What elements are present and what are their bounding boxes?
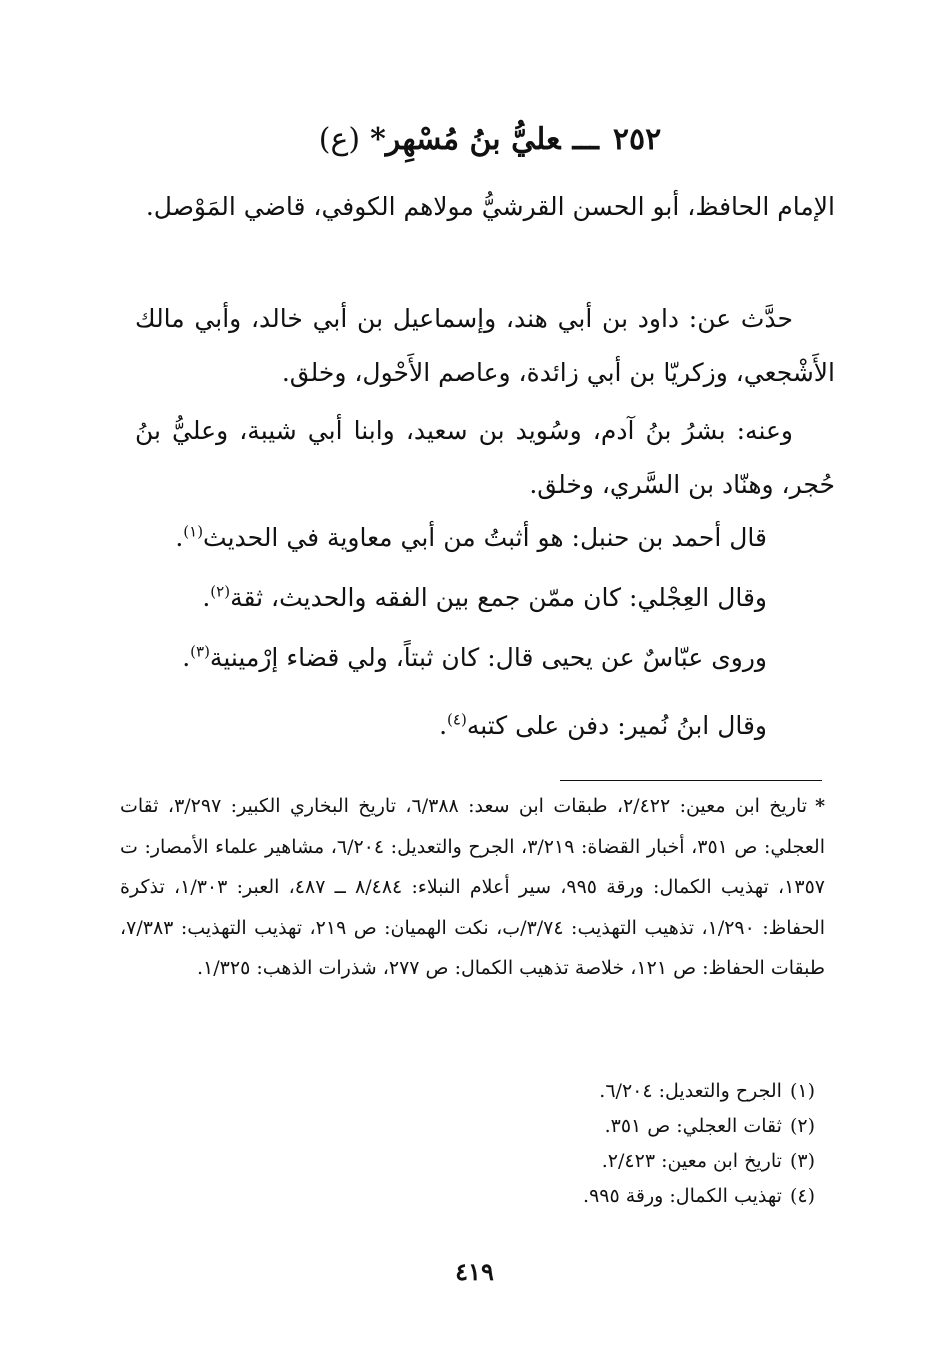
entry-dash: ـــ bbox=[572, 122, 599, 157]
footnote-number: (٤) bbox=[789, 1185, 815, 1207]
students-paragraph: وعنه: بشرُ بنُ آدم، وسُويد بن سعيد، وابنا أبي شيبة، وعليُّ بنُ حُجر، وهنّاد بن السَّري، وخلق. bbox=[135, 416, 835, 499]
quote-text: وروى عبّاسٌ عن يحيى قال: كان ثبتاً، ولي قضاء إرْمينية bbox=[209, 643, 767, 672]
footnote-ref: (٣) bbox=[190, 642, 210, 661]
quote-ahmad bbox=[135, 516, 767, 560]
quote-end: . bbox=[439, 711, 448, 740]
footnote-text: ثقات العجلي: ص ٣٥١. bbox=[604, 1115, 782, 1137]
quote-text: قال أحمد بن حنبل: هو أثبتُ من أبي معاوية في الحديث bbox=[203, 523, 767, 552]
footnote-text: الجرح والتعديل: ٦/٢٠٤. bbox=[599, 1080, 782, 1102]
page-number: ٤١٩ bbox=[455, 1257, 494, 1286]
quote-ibn-numayr bbox=[135, 704, 767, 748]
entry-number: ٢٥٢ bbox=[612, 122, 662, 157]
sources-text: تاريخ ابن معين: ٢/٤٢٢، طبقات ابن سعد: ٦/٣٨٨، تاريخ البخاري الكبير: ٣/٢٩٧، ثقات العجلي: ص ٣٥١، أخبار القضاة: ٣/٢١٩، الجرح والتعديل: ٦/٢٠٤، مشاهير علماء الأمصار: ت ١٣٥٧، تهذيب الكمال: ورقة ٩٩٥، سير أعلام النبلاء: ٨/٤٨٤ ــ ٤٨٧، العبر: ١/٣٠٣، تذكرة الحفاظ: ١/٢٩٠، تذهيب التهذيب: ٣/٧٤/ب، نكت الهميان: ص ٢١٩، تهذيب التهذيب: ٧/٣٨٣، طبقات الحفاظ: ص ١٢١، خلاصة تذهيب الكمال: ص ٢٧٧، شذرات الذهب: ١/٣٢٥. bbox=[120, 795, 825, 979]
quote-text: وقال ابنُ نُمير: دفن على كتبه bbox=[466, 711, 767, 740]
footnote-ref: (٢) bbox=[210, 582, 231, 601]
entry-name: عليُّ بنُ مُسْهِر bbox=[385, 122, 561, 157]
footnote-item bbox=[400, 1179, 815, 1214]
footnote-number: (٢) bbox=[789, 1115, 815, 1137]
quote-end: . bbox=[175, 523, 184, 552]
footnote-text: تهذيب الكمال: ورقة ٩٩٥. bbox=[583, 1185, 782, 1207]
entry-symbol: (ع) bbox=[318, 122, 361, 157]
footnote-star: * bbox=[815, 795, 825, 817]
footnote-item bbox=[400, 1109, 815, 1144]
footnote-ref: (١) bbox=[183, 522, 204, 541]
quote-end: . bbox=[182, 643, 191, 672]
footnote-item bbox=[400, 1074, 815, 1109]
entry-title bbox=[150, 118, 830, 162]
footnote-list bbox=[400, 1074, 815, 1214]
quote-abbas bbox=[135, 636, 767, 680]
quote-text: وقال العِجْلي: كان ممّن جمع بين الفقه والحديث، ثقة bbox=[230, 583, 767, 612]
intro-paragraph: الإمام الحافظ، أبو الحسن القرشيُّ مولاهم الكوفي، قاضي المَوْصل. bbox=[145, 192, 835, 221]
entry-star: * bbox=[370, 122, 386, 157]
footnote-divider bbox=[560, 780, 822, 781]
teachers-paragraph: حدَّث عن: داود بن أبي هند، وإسماعيل بن أبي خالد، وأبي مالك الأَشْجعي، وزكريّا بن أبي زائدة، وعاصم الأَحْول، وخلق. bbox=[135, 304, 835, 387]
footnote-text: تاريخ ابن معين: ٢/٤٢٣. bbox=[601, 1150, 782, 1172]
quote-ijli bbox=[135, 576, 767, 620]
footnote-item bbox=[400, 1144, 815, 1179]
footnote-ref: (٤) bbox=[447, 710, 467, 729]
quote-end: . bbox=[202, 583, 211, 612]
sources-footnote bbox=[120, 786, 825, 989]
footnote-number: (٣) bbox=[789, 1150, 815, 1172]
footnote-number: (١) bbox=[789, 1080, 815, 1102]
